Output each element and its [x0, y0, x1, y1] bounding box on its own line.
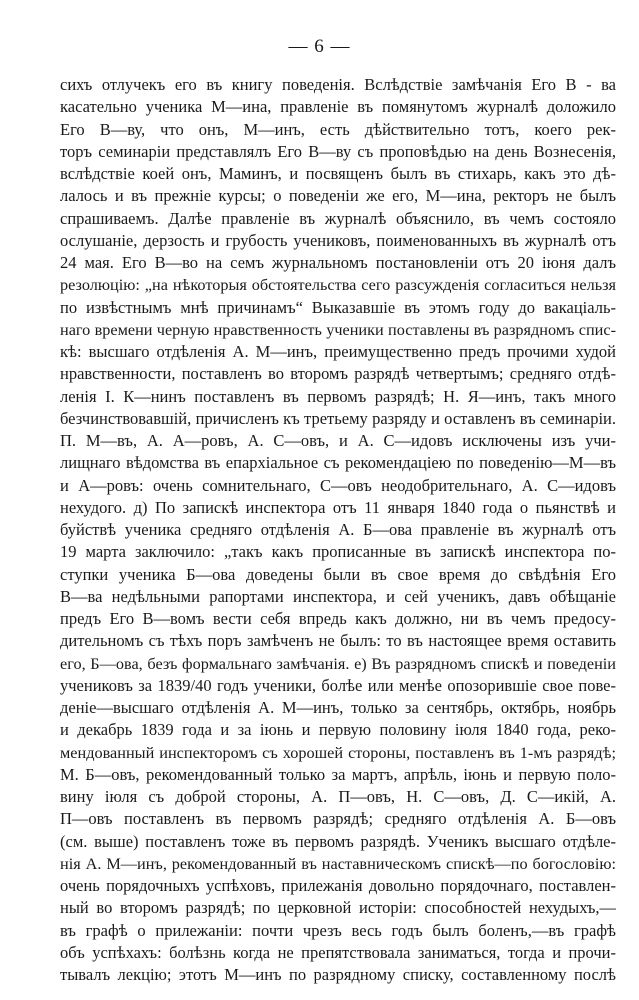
text-line: нравственности, поставленъ во второмъ разрядѣ четвертымъ; средняго отдѣ-: [60, 364, 616, 384]
text-line: П—овъ поставленъ въ первомъ разрядѣ; средняго отдѣленія А. Б—овъ: [60, 809, 616, 829]
text-line: В—ва недѣльными рапортами инспектора, и сей ученикъ, давъ обѣщаніе: [60, 586, 616, 606]
page-number: — 6 —: [288, 36, 351, 57]
text-line: очень порядочныхъ успѣховъ, прилежанія довольно порядочнаго, поставлен-: [60, 876, 616, 895]
text-line: сихъ отлучекъ его въ книгу поведенія. Вслѣдствіе замѣчанія Его В - ва: [60, 75, 616, 94]
text-line: касательно ученика М—ина, правленіе въ помянутомъ журналѣ доложило: [60, 97, 616, 117]
text-line: ослушаніе, дерзость и грубость учениковъ, поименованныхъ въ журналѣ отъ: [60, 230, 616, 250]
text-line: лалось и въ прежніе курсы; о поведеніи же его, М—ина, ректоръ не былъ: [60, 186, 616, 206]
text-line: деніе—высшаго отдѣленія А. М—инъ, только за сентябрь, октябрь, ноябрь: [60, 698, 616, 717]
text-line: вину іюля съ доброй стороны, А. П—овъ, Н. С—овъ, Д. С—икій, А.: [60, 787, 616, 806]
text-line: ленія І. К—нинъ поставленъ въ первомъ разрядѣ; Н. Я—инъ, такъ много: [60, 386, 616, 406]
text-line: М. Б—овъ, рекомендованный только за мартъ, апрѣль, іюнь и первую поло-: [60, 764, 616, 784]
text-line: наго времени черную нравственность ученики поставлены въ разрядномъ спис-: [60, 320, 616, 339]
text-line: и декабрь 1839 года и за іюнь и первую половину іюля 1840 года, реко-: [60, 720, 616, 740]
text-line: кѣ: высшаго отдѣленія А. М—инъ, преимущественно предъ прочими худой: [60, 342, 616, 361]
text-line: его, Б—ова, безъ формальнаго замѣчанія. е) Въ разрядномъ спискѣ и поведеніи: [60, 654, 616, 673]
text-line: лищнаго вѣдомства въ епархіальное съ рекомендаціею по поведенію—М—въ: [60, 453, 616, 473]
text-line: въ графѣ о прилежаніи: почти чрезъ весь годъ былъ боленъ,—въ графѣ: [60, 920, 616, 940]
text-line: нія А. М—инъ, рекомендованный въ наставническомъ спискѣ—по богословію:: [60, 854, 616, 873]
text-line: спрашиваемъ. Далѣе правленіе въ журналѣ объяснило, въ чемъ состояло: [60, 208, 616, 228]
text-line: (см. выше) поставленъ тоже въ первомъ разрядѣ. Ученикъ высшаго отдѣле-: [60, 831, 616, 851]
text-line: тывалъ лекцію; этотъ М—инъ по разрядному списку, составленному послѣ: [60, 965, 616, 984]
text-line: вслѣдствіе коей онъ, Маминъ, и посвященъ былъ въ стихарь, какъ это дѣ-: [60, 164, 616, 183]
text-line: Его В—ву, что онъ, М—инъ, есть дѣйствительно тотъ, коего рек-: [60, 119, 616, 139]
text-line: учениковъ за 1839/40 годъ ученики, болѣе или менѣе опозорившіе свое пове-: [60, 675, 616, 695]
text-line: по извѣстнымъ мнѣ причинамъ“ Выказавшіе въ этомъ году до вакаціаль-: [60, 297, 616, 317]
text-line: нехудого. д) По запискѣ инспектора отъ 11 января 1840 года о пьянствѣ и: [60, 497, 616, 517]
text-line: дительномъ съ тѣхъ поръ замѣченъ не былъ: то въ настоящее время оставить: [60, 631, 616, 651]
text-line: П. М—въ, А. А—ровъ, А. С—овъ, и А. С—идовъ исключены изъ учи-: [60, 431, 616, 450]
text-line: буйствѣ ученика средняго отдѣленія А. Б—ова правленіе въ журналѣ отъ: [60, 520, 616, 539]
text-line: и А—ровъ: очень сомнительнаго, С—овъ неодобрительнаго, А. С—идовъ: [60, 475, 616, 495]
text-line: предъ Его В—вомъ вести себя впредь какъ должно, ни въ чемъ предосу-: [60, 609, 616, 628]
text-line: ный во второмъ разрядѣ; по церковной исторіи: способностей нехудыхъ,—: [60, 898, 616, 918]
body-text: [60, 74, 616, 986]
text-line: безчинствовавшій, причисленъ къ третьему разряду и оставленъ въ семинаріи.: [60, 408, 616, 428]
text-line: мендованный инспекторомъ съ хорошей стороны, поставленъ въ 1-мъ разрядѣ;: [60, 743, 616, 762]
text-line: 19 марта заключило: „такъ какъ прописанные въ запискѣ инспектора по-: [60, 542, 616, 562]
text-line: резолюцію: „на нѣкоторыя обстоятельства сего разсужденія согласиться нельзя: [60, 276, 616, 295]
text-line: ступки ученика Б—ова доведены были въ свое время до свѣдѣнія Его: [60, 564, 616, 584]
text-line: 24 мая. Его В—во на семъ журнальномъ постановленіи отъ 20 іюня далъ: [60, 253, 616, 272]
text-line: объ успѣхахъ: болѣзнь когда не препятствовала заниматься, тогда и прочи-: [60, 942, 616, 962]
text-line: торъ семинаріи представлялъ Его В—ву съ проповѣдью на день Вознесенія,: [60, 141, 616, 161]
